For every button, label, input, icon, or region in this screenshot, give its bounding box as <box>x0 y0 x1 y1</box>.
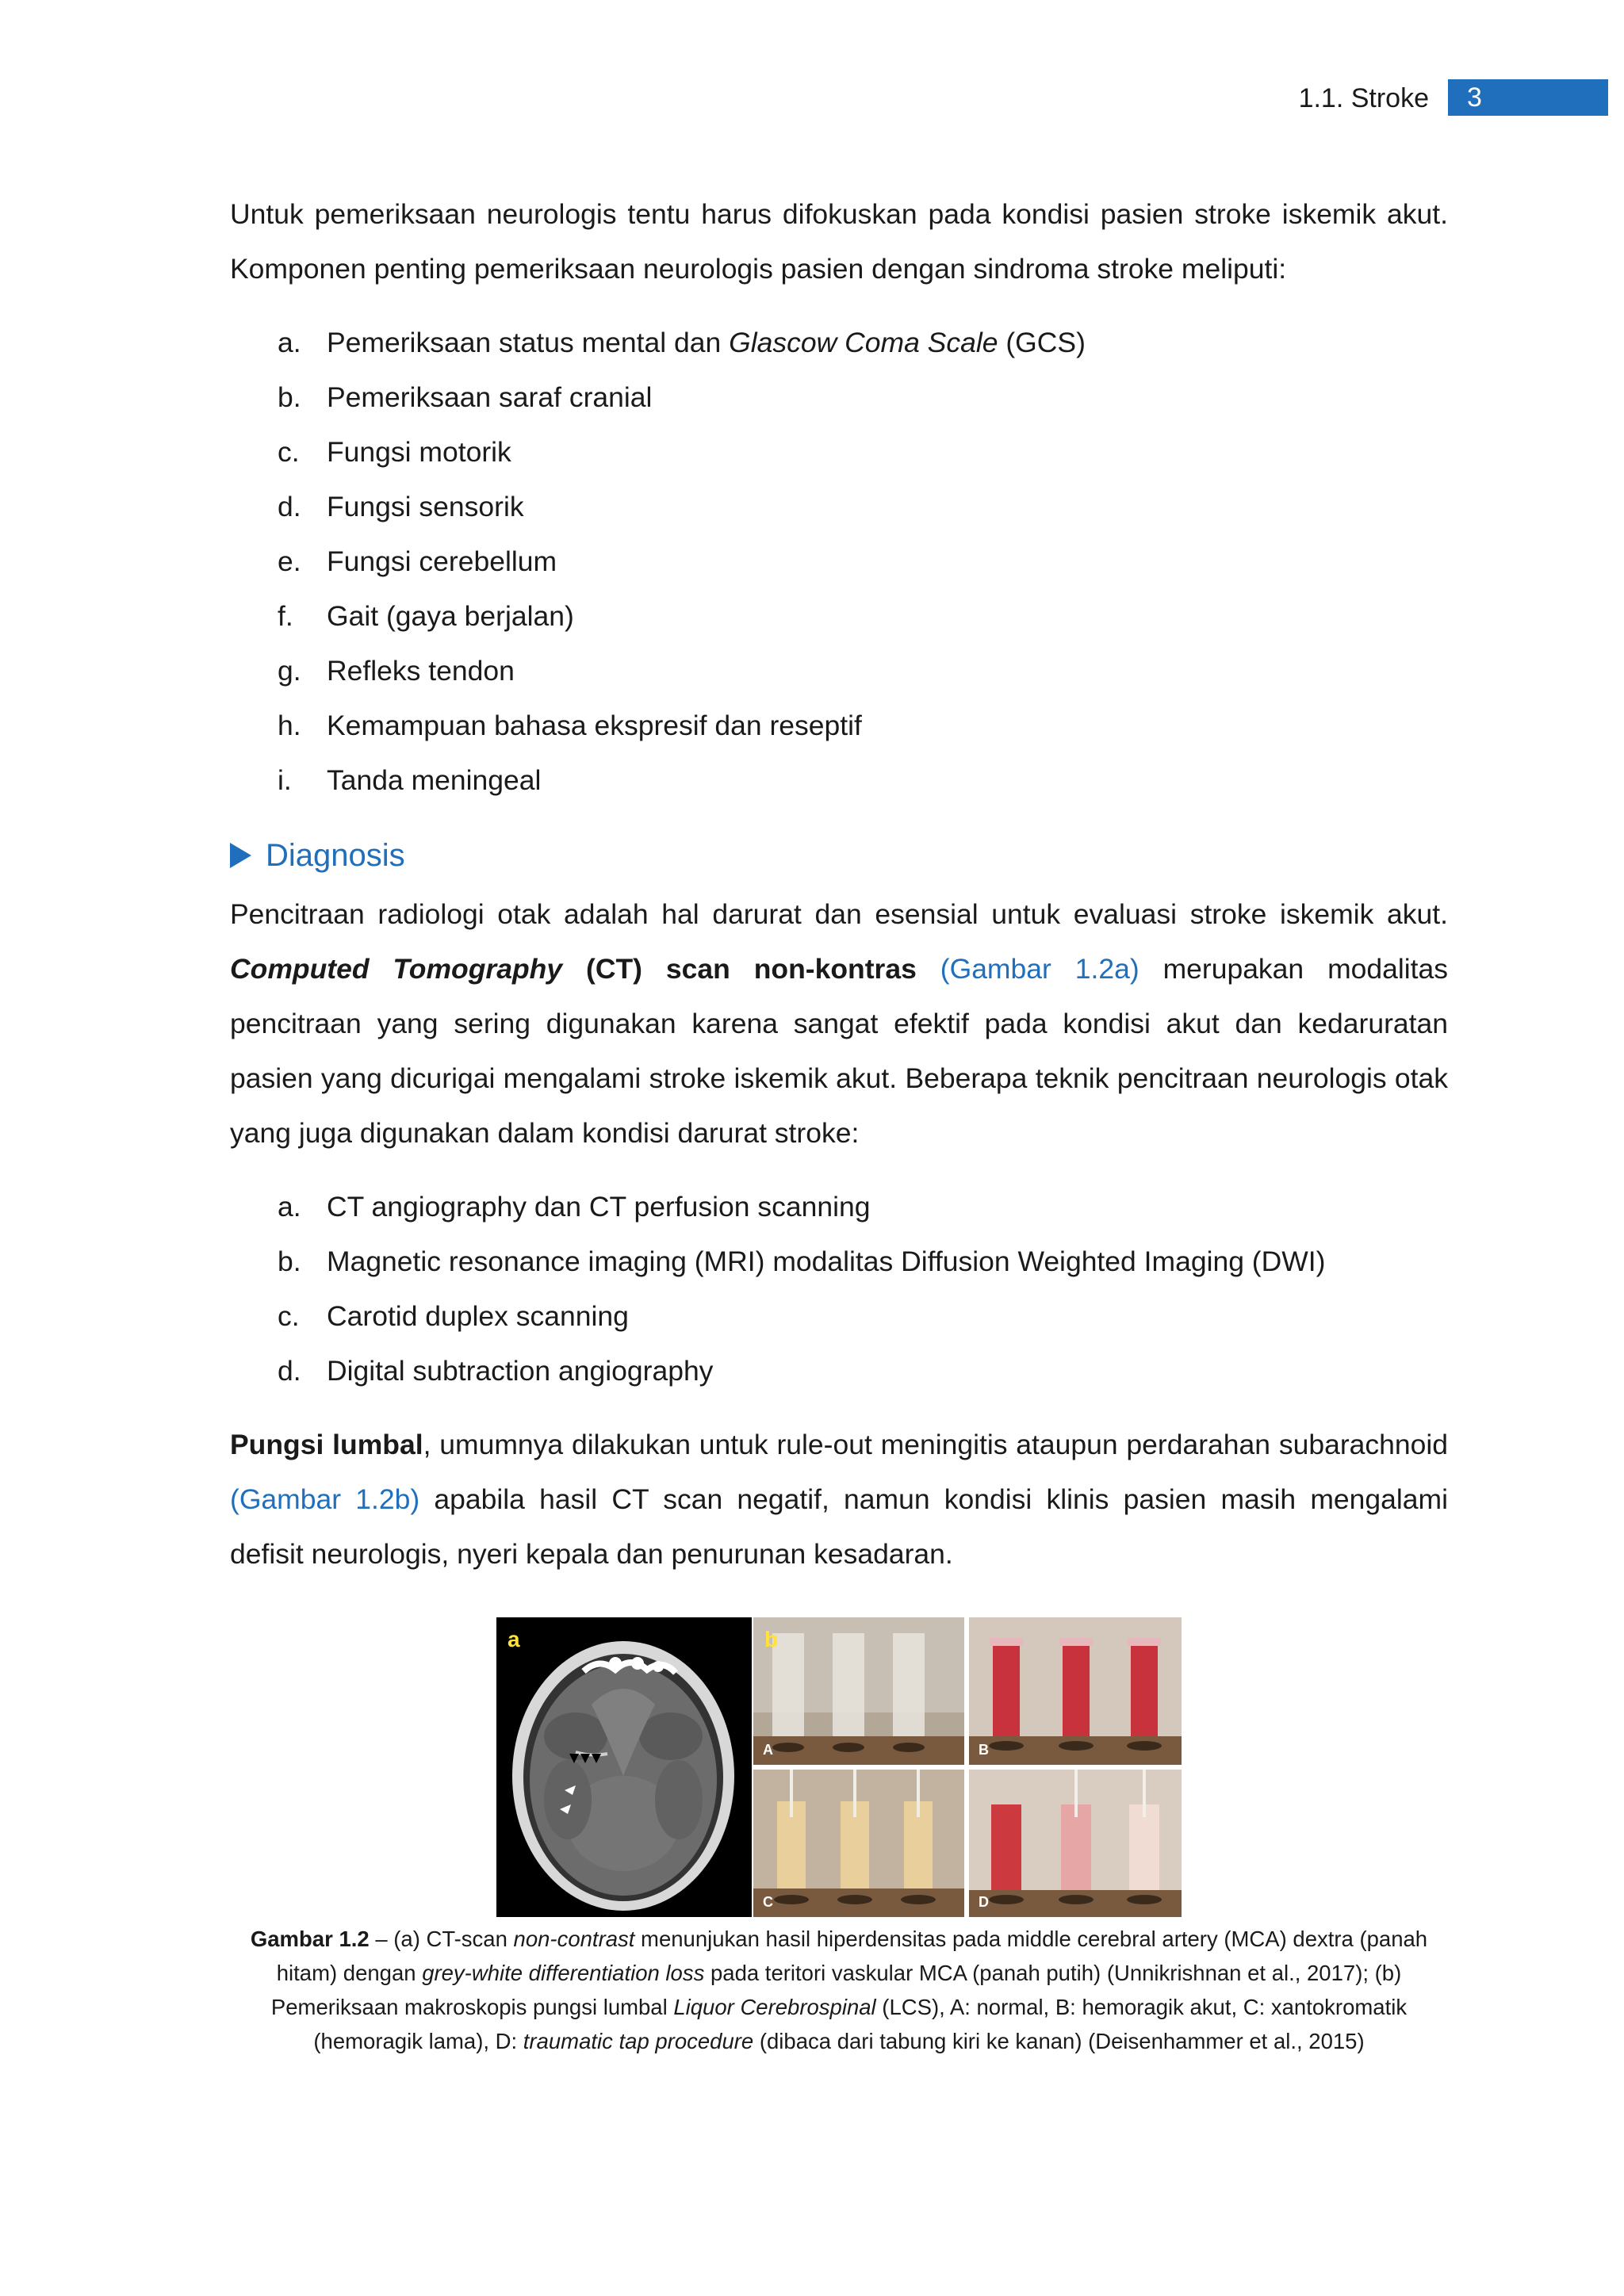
figure-reference-link[interactable]: (Gambar 1.2a) <box>916 953 1139 985</box>
paragraph-text: , umumnya dilakukan untuk rule-out meningitis ataupun perdarahan subarachnoid <box>423 1429 1448 1460</box>
csf-tube-photo-b <box>969 1617 1182 1765</box>
list-item <box>230 1180 1448 1234</box>
list-marker: b. <box>278 1246 301 1277</box>
ct-scan-image <box>496 1617 752 1917</box>
paragraph-text: merupakan modalitas pencitraan yang sering digunakan karena sangat efektif pada kondisi akut dan kedaruratan pasien yang dicurigai mengalami stroke iskemik akut. Beberapa teknik pencitraan neurologis otak yang juga digunakan dalam kondisi darurat stroke: <box>230 953 1449 1149</box>
running-header-chapter: 1.1. Stroke <box>1298 83 1429 113</box>
list-item <box>230 1289 1448 1344</box>
page-number-badge: 3 <box>1448 79 1608 116</box>
bold-term: (CT) scan non-kontras <box>562 953 917 985</box>
caption-label: Gambar 1.2 <box>250 1927 370 1951</box>
list-item <box>230 425 1448 480</box>
tube-label-c: C <box>763 1894 773 1910</box>
list-marker: d. <box>278 1355 301 1387</box>
list-marker: i. <box>278 764 292 796</box>
caption-italic: non-contrast <box>513 1927 635 1951</box>
list-item-text: Carotid duplex scanning <box>327 1300 629 1332</box>
list-item-text: Refleks tendon <box>327 655 515 687</box>
tube-label-a: A <box>763 1742 773 1758</box>
csf-tube-photo-a <box>753 1617 964 1765</box>
figure-1-2 <box>496 1617 1182 1917</box>
caption-italic: grey-white differentiation loss <box>422 1961 705 1985</box>
list-item <box>230 1234 1448 1289</box>
lumbar-puncture-paragraph <box>230 1418 1448 1582</box>
list-item-text: Fungsi cerebellum <box>327 545 557 577</box>
list-marker: b. <box>278 381 301 413</box>
section-heading-text: Diagnosis <box>266 838 405 873</box>
list-item-text: Fungsi motorik <box>327 436 511 468</box>
list-item-text: Kemampuan bahasa ekspresif dan reseptif <box>327 710 862 741</box>
intro-paragraph: Untuk pemeriksaan neurologis tentu harus difokuskan pada kondisi pasien stroke iskemik akut. Komponen penting pemeriksaan neurologis pasien dengan sindroma stroke meliputi: <box>230 198 1448 285</box>
list-item-text: Pemeriksaan saraf cranial <box>327 381 653 413</box>
list-marker: c. <box>278 436 300 468</box>
bold-italic-term: Computed Tomography <box>230 953 563 985</box>
figure-caption <box>235 1922 1443 2058</box>
csf-tube-photo-c <box>753 1770 964 1917</box>
list-item-text: Pemeriksaan status mental dan <box>327 327 730 358</box>
caption-text: (LCS), A: normal, B: hemoragik akut, C: xantokromatik (hemoragik lama), D: <box>313 1995 1408 2053</box>
section-heading-diagnosis <box>230 827 1448 884</box>
triangle-bullet-icon <box>230 843 251 868</box>
panel-label-b: b <box>764 1627 779 1651</box>
list-marker: e. <box>278 545 301 577</box>
list-item <box>230 316 1448 370</box>
tube-label-d: D <box>979 1894 989 1910</box>
list-item-text-suffix: (GCS) <box>998 327 1086 358</box>
list-item <box>230 1344 1448 1399</box>
list-item-text: Magnetic resonance imaging (MRI) modalitas Diffusion Weighted Imaging (DWI) <box>327 1246 1326 1277</box>
list-marker: f. <box>278 600 293 632</box>
list-item-text: Tanda meningeal <box>327 764 542 796</box>
list-marker: g. <box>278 655 301 687</box>
figure-reference-link[interactable]: (Gambar 1.2b) <box>230 1483 420 1515</box>
caption-text: (dibaca dari tabung kiri ke kanan) (Deisenhammer et al., 2015) <box>753 2029 1365 2053</box>
tube-label-b: B <box>979 1742 989 1758</box>
list-item-italic: Glascow Coma Scale <box>729 327 998 358</box>
panel-label-a: a <box>508 1627 520 1651</box>
list-marker: a. <box>278 327 301 358</box>
list-item <box>230 534 1448 589</box>
paragraph-text: Pencitraan radiologi otak adalah hal darurat dan esensial untuk evaluasi stroke iskemik akut. <box>230 898 1448 930</box>
list-item-text: Fungsi sensorik <box>327 491 524 522</box>
list-item <box>230 644 1448 698</box>
list-marker: c. <box>278 1300 300 1332</box>
list-marker: a. <box>278 1191 301 1223</box>
csf-tube-photo-d <box>969 1770 1182 1917</box>
list-item <box>230 480 1448 534</box>
list-item <box>230 370 1448 425</box>
page-body <box>230 187 1448 1582</box>
caption-italic: traumatic tap procedure <box>523 2029 754 2053</box>
list-marker: d. <box>278 491 301 522</box>
list-item-text: Gait (gaya berjalan) <box>327 600 574 632</box>
exam-component-list <box>230 316 1448 808</box>
list-marker: h. <box>278 710 301 741</box>
list-item-text: Digital subtraction angiography <box>327 1355 714 1387</box>
caption-text: – (a) CT-scan <box>369 1927 514 1951</box>
diagnosis-paragraph <box>230 887 1448 1161</box>
caption-italic: Liquor Cerebrospinal <box>673 1995 876 2019</box>
list-item <box>230 589 1448 644</box>
list-item <box>230 698 1448 753</box>
list-item-text: CT angiography dan CT perfusion scanning <box>327 1191 871 1223</box>
caption-text: pada teritori vaskular MCA (panah putih) (Unnikrishnan et al., 2017); (b) Pemeriksaan makroskopis pungsi lumbal <box>270 1961 1402 2019</box>
paragraph-text: apabila hasil CT scan negatif, namun kondisi klinis pasien masih mengalami defisit neurologis, nyeri kepala dan penurunan kesadaran. <box>230 1483 1448 1570</box>
bold-term: Pungsi lumbal <box>230 1429 423 1460</box>
list-item <box>230 753 1448 808</box>
imaging-technique-list <box>230 1180 1448 1399</box>
caption-text: menunjukan hasil hiperdensitas pada middle cerebral artery (MCA) dextra (panah hitam) dengan <box>276 1927 1428 1985</box>
